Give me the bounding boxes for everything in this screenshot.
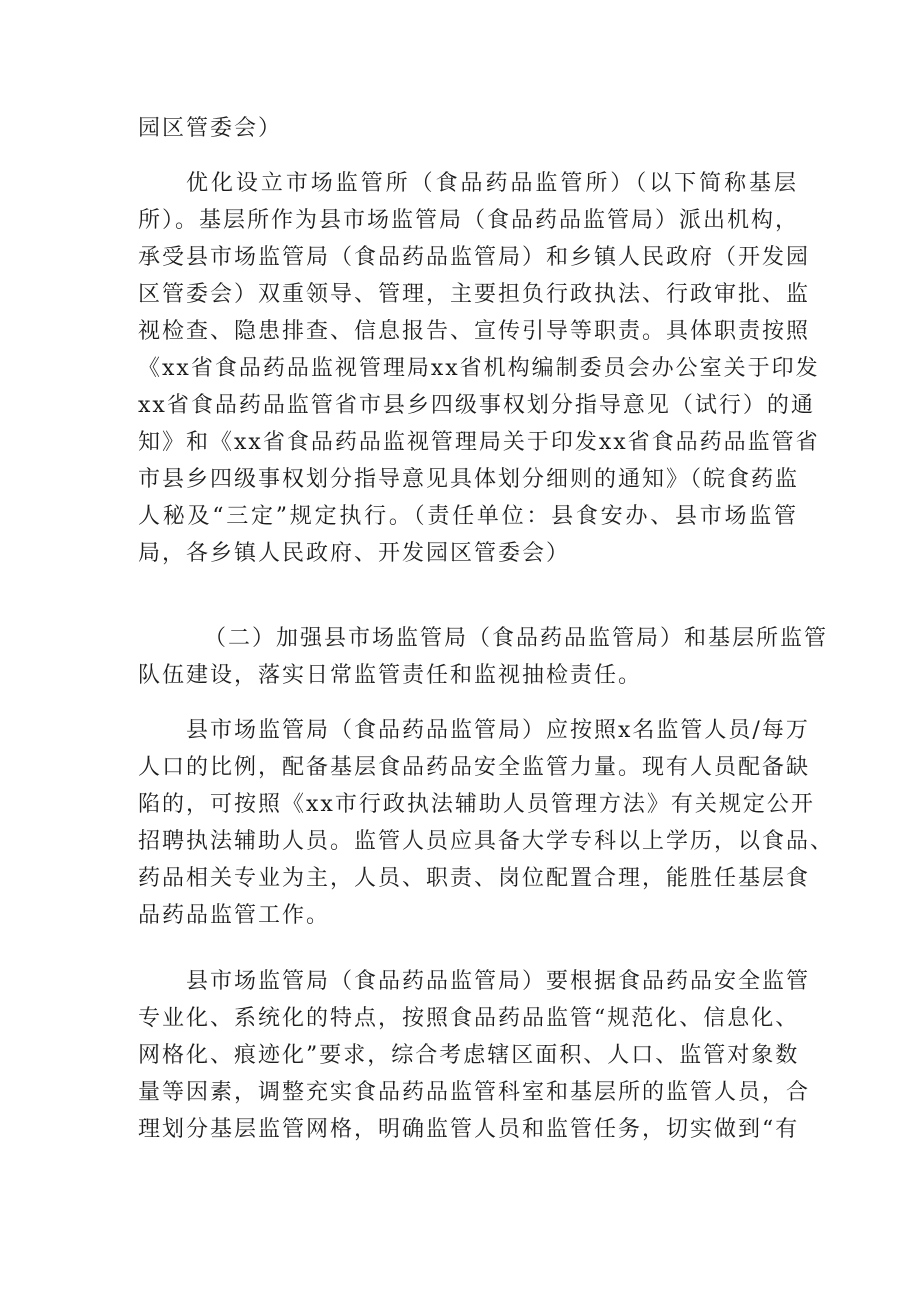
text-line: 所）。基层所作为县市场监管局（食品药品监管局）派出机构，	[138, 208, 800, 233]
text-line: 队伍建设，落实日常监管责任和监视抽检责任。	[138, 663, 643, 688]
paragraph-basic-stations	[138, 165, 820, 572]
text-line: 优化设立市场监管所（食品药品监管所）（以下简称基层	[186, 171, 798, 196]
text-line: 陷的，可按照《xx市行政执法辅助人员管理方法》有关规定公开	[138, 792, 815, 817]
text-line: 县市场监管局（食品药品监管局）应按照x名监管人员/每万	[186, 718, 810, 743]
text-line: 园区管委会）	[138, 116, 283, 141]
text-line: 品药品监管工作。	[138, 903, 331, 928]
text-line: 知》和《xx省食品药品监视管理局关于印发xx省食品药品监管省	[138, 430, 820, 455]
text-line: 人口的比例，配备基层食品药品安全监管力量。现有人员配备缺	[138, 755, 811, 780]
text-line: 县市场监管局（食品药品监管局）要根据食品药品安全监管	[186, 969, 811, 994]
text-line: 区管委会）双重领导、管理，主要担负行政执法、行政审批、监	[138, 282, 811, 307]
text-line: 承受县市场监管局（食品药品监管局）和乡镇人民政府（开发园	[138, 245, 811, 270]
text-line: xx省食品药品监管省市县乡四级事权划分指导意见（试行）的通	[138, 393, 815, 418]
text-line: 局，各乡镇人民政府、开发园区管委会）	[138, 541, 571, 566]
paragraph-staffing	[138, 712, 835, 934]
section-heading-2	[138, 620, 829, 694]
paragraph-grid-management	[138, 963, 811, 1148]
text-line: 视检查、隐患排查、信息报告、宣传引导等职责。具体职责按照	[138, 319, 811, 344]
text-line: 《xx省食品药品监视管理局xx省机构编制委员会办公室关于印发	[138, 356, 820, 381]
text-line: 人秘及“三定”规定执行。（责任单位：县食安办、县市场监管	[138, 504, 798, 529]
text-line: 量等因素，调整充实食品药品监管科室和基层所的监管人员，合	[138, 1080, 811, 1105]
text-line: 市县乡四级事权划分指导意见具体划分细则的通知》（皖食药监	[138, 467, 800, 492]
text-line: 网格化、痕迹化”要求，综合考虑辖区面积、人口、监管对象数	[138, 1043, 800, 1068]
text-line: 专业化、系统化的特点，按照食品药品监管“规范化、信息化、	[138, 1006, 800, 1031]
text-line: 药品相关专业为主，人员、职责、岗位配置合理，能胜任基层食	[138, 866, 811, 891]
text-line: 招聘执法辅助人员。监管人员应具备大学专科以上学历，以食品、	[138, 829, 835, 854]
text-line: 理划分基层监管网格，明确监管人员和监管任务，切实做到“有	[138, 1117, 800, 1142]
paragraph-continuation	[138, 110, 798, 147]
text-line: （二）加强县市场监管局（食品药品监管局）和基层所监管	[204, 626, 829, 651]
